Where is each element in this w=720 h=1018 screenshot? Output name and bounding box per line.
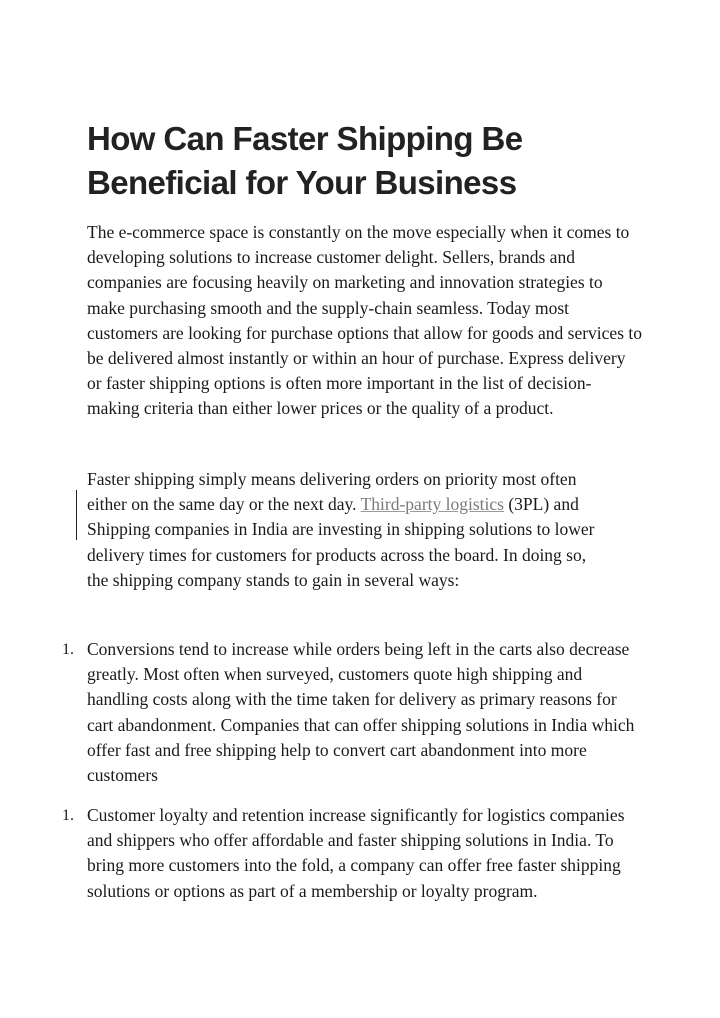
- list-item-text: Conversions tend to increase while orders being left in the carts also decrease greatly. Most often when surveyed, customers quote high shipping and handling costs along with the time taken for delivery as primary reasons for cart abandonment. Companies that can offer shipping solutions in India which offer fast and free shipping help to convert cart abandonment into more customers: [87, 639, 635, 786]
- list-number: 1.: [62, 807, 74, 824]
- shipping-paragraph: [87, 467, 607, 593]
- third-party-logistics-link[interactable]: Third-party logistics: [360, 494, 504, 515]
- article-title: How Can Faster Shipping Be Beneficial for Your Business: [87, 120, 523, 201]
- list-number: 1.: [62, 641, 74, 658]
- shipping-paragraph-rest: (3PL) and Shipping companies in India are investing in shipping solutions to lower delivery times for customers for products across the board. In doing so, the shipping company stands to gain in several ways:: [87, 494, 595, 590]
- shipping-paragraph-lead: Faster shipping simply means delivering orders on priority most often either on the same day or the next day.: [87, 469, 577, 515]
- text-cursor-marker: [76, 490, 77, 540]
- intro-paragraph: The e-commerce space is constantly on the move especially when it comes to developing solutions to increase customer delight. Sellers, brands and companies are focusing heavily on marketing and innovation strategies to make purchasing smooth and the supply-chain seamless. Today most customers are looking for purchase options that allow for goods and services to be delivered almost instantly or within an hour of purchase. Express delivery or faster shipping options is often more important in the list of decision-making criteria than either lower prices or the quality of a product.: [87, 222, 643, 419]
- list-item-text: Customer loyalty and retention increase significantly for logistics companies and shippers who offer affordable and faster shipping solutions in India. To bring more customers into the fold, a company can offer free faster shipping solutions or options as part of a membership or loyalty program.: [87, 805, 625, 901]
